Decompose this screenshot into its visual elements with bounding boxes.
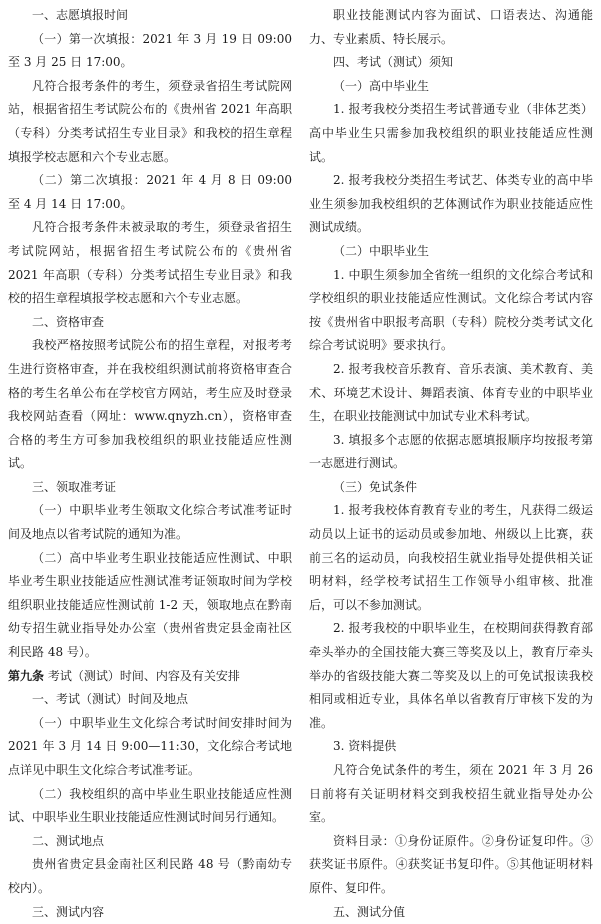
paragraph: 凡符合报考条件的考生，须登录省招生考试院网站，根据省招生考试院公布的《贵州省 2021 年高职（专科）分类考试招生专业目录》和我校的招生章程填报学校志愿和六个专业志愿。 [8,78,292,164]
paragraph: （二）中职毕业生 [333,243,430,258]
paragraph: 1. 中职生须参加全省统一组织的文化综合考试和学校组织的职业技能适应性测试。文化综合考试内容按《贵州省中职报考高职（专科）院校分类考试文化综合考试说明》要求执行。 [309,267,593,353]
paragraph: 三、测试内容 [32,904,105,919]
paragraph: 凡符合报考条件未被录取的考生，须登录省招生考试院网站，根据省招生考试院公布的《贵州省 2021 年高职（专科）分类考试招生专业目录》和我校的招生章程填报学校志愿和六个专业志愿。 [8,220,292,306]
paragraph: 二、资格审查 [32,314,105,329]
article-heading [8,665,292,689]
paragraph: （二）我校组织的高中毕业生职业技能适应性测试、中职毕业生职业技能适应性测试时间另行通知。 [8,786,292,825]
paragraph: 贵州省贵定县金南社区利民路 48 号（黔南幼专校内）。 [8,857,292,895]
paragraph: 一、考试（测试）时间及地点 [32,692,189,707]
paragraph: 2. 报考我校分类招生考试艺、体类专业的高中毕业生须参加我校组织的艺体测试作为职业技能适应性测试成绩。 [309,173,593,235]
paragraph: 职业技能测试内容为面试、口语表达、沟通能力、专业素质、特长展示。 [309,8,593,46]
paragraph: （一）高中毕业生 [333,78,430,93]
left-column [8,4,292,919]
paragraph: 四、考试（测试）须知 [333,55,454,70]
paragraph: 2. 报考我校的中职毕业生，在校期间获得教育部牵头举办的全国技能大赛三等奖及以上，教育厅牵头举办的省级技能大赛二等奖及以上的可免试报读我校相同或相近专业，具体名单以省教育厅审核下发的为准。 [309,621,593,730]
paragraph: 五、测试分值 [333,904,406,919]
paragraph: 我校严格按照考试院公布的招生章程，对报考考生进行资格审查，并在我校组织测试前将资格审查合格的考生名单公布在学校官方网站，考生应及时登录我校网站查看（网址：www.qnyzh.cn），资格审查合格的考生方可参加我校组织的职业技能适应性测试。 [8,338,292,471]
paragraph: （三）免试条件 [333,479,418,494]
paragraph: 资料目录：①身份证原件。②身份证复印件。③获奖证书原件。④获奖证书复印件。⑤其他证明材料原件、复印件。 [309,833,593,895]
paragraph: 3. 填报多个志愿的依据志愿填报顺序均按报考第一志愿进行测试。 [309,432,593,471]
right-column [309,4,593,919]
paragraph: （二）第二次填报：2021 年 4 月 8 日 09:00 至 4 月 14 日 17:00。 [8,173,292,211]
paragraph: 一、志愿填报时间 [32,8,129,22]
article-label: 第九条 [8,668,45,683]
paragraph: 三、领取准考证 [32,479,117,494]
paragraph: （一）中职毕业生文化综合考试时间安排时间为 2021 年 3 月 14 日 9:00—11:30，文化综合考试地点详见中职生文化综合考试准考证。 [8,715,292,777]
paragraph: 1. 报考我校体育教育专业的考生，凡获得二级运动员以上证书的运动员或参加地、州级以上比赛，获前三名的运动员，向我校招生就业指导处提供相关证明材料，经学校考试招生工作领导小组审核、批准后，可以不参加测试。 [309,503,593,612]
paragraph: （一）中职毕业考生领取文化综合考试准考证时间及地点以省考试院的通知为准。 [8,503,292,542]
paragraph: 1. 报考我校分类招生考试普通专业（非体艺类）高中毕业生只需参加我校组织的职业技能适应性测试。 [309,102,593,164]
paragraph: （二）高中毕业考生职业技能适应性测试、中职毕业考生职业技能适应性测试准考证领取时间为学校组织职业技能适应性测试前 1-2 天，领取地点在黔南幼专招生就业指导处办公室（贵州省贵定县金南社区利民路 48 号）。 [8,550,292,660]
article-title: 考试（测试）时间、内容及有关安排 [44,668,240,683]
paragraph: 3. 资料提供 [333,739,397,754]
paragraph: 二、测试地点 [32,833,105,848]
paragraph: 2. 报考我校音乐教育、音乐表演、美术教育、美术、环境艺术设计、舞蹈表演、体育专业的中职毕业生，在职业技能测试中加试专业术科考试。 [309,361,593,424]
paragraph: 凡符合免试条件的考生，须在 2021 年 3 月 26 日前将有关证明材料交到我校招生就业指导处办公室。 [309,763,593,825]
paragraph: （一）第一次填报：2021 年 3 月 19 日 09:00 至 3 月 25 日 17:00。 [8,31,292,70]
